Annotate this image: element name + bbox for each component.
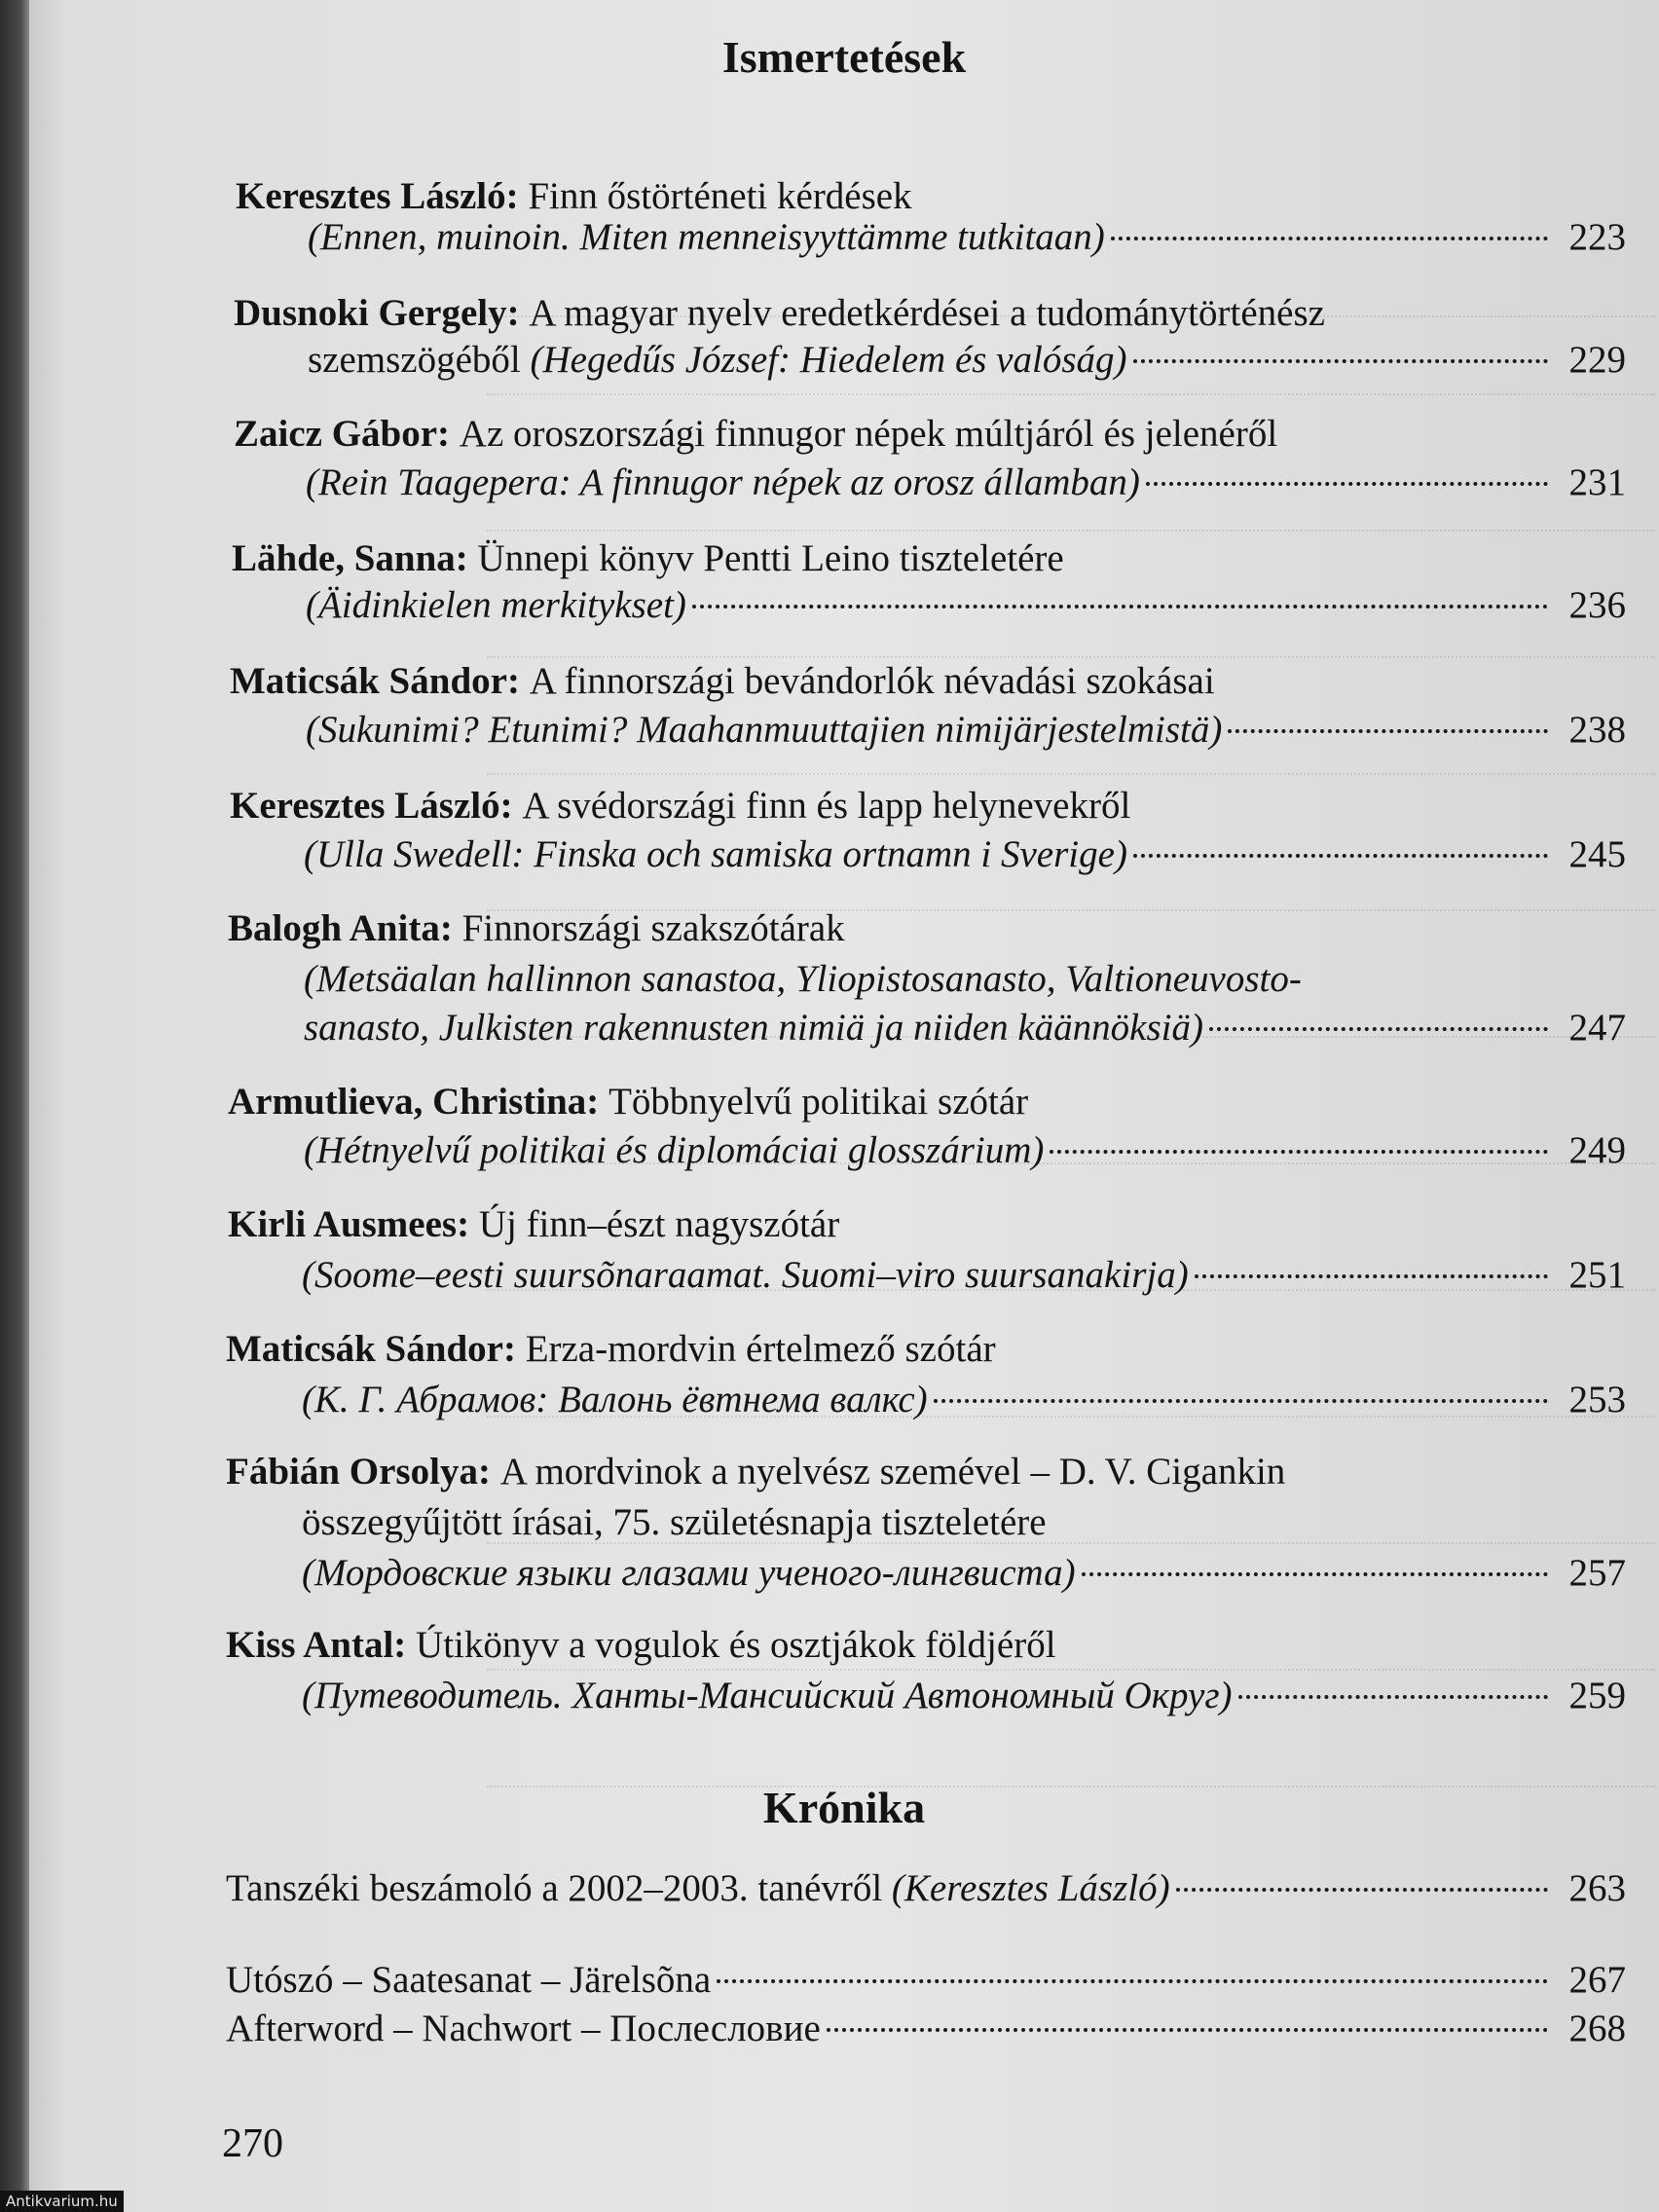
entry-title: Az oroszországi finnugor népek múltjáról és jelenéről bbox=[459, 413, 1278, 455]
toc-entry-heading bbox=[226, 1324, 996, 1375]
section-title-chronicle: Krónika bbox=[762, 1783, 926, 1832]
entry-source: (Metsäalan hallinnon sanastoa, Yliopistosanasto, Valtioneuvosto- bbox=[304, 958, 1302, 1000]
toc-entry-heading bbox=[230, 656, 1215, 707]
dot-leader bbox=[827, 2028, 1548, 2032]
entry-author: Zaicz Gábor: bbox=[234, 413, 451, 455]
toc-entry-source bbox=[306, 705, 1626, 756]
dot-leader bbox=[1082, 1572, 1548, 1576]
toc-entry-source bbox=[302, 1671, 1626, 1721]
entry-author: Kiss Antal: bbox=[226, 1624, 407, 1666]
toc-entry-title-line bbox=[302, 1497, 1047, 1548]
dot-leader bbox=[1133, 359, 1549, 363]
toc-entry-source bbox=[302, 1548, 1626, 1599]
entry-author: Armutlieva, Christina: bbox=[228, 1081, 600, 1123]
entry-source: (Ennen, muinoin. Miten menneisyyttämme tutkitaan) bbox=[308, 216, 1105, 258]
entry-title: A mordvinok a nyelvész szemével – D. V. Cigankin bbox=[499, 1451, 1286, 1493]
toc-entry-source bbox=[304, 1125, 1626, 1176]
entry-page-number[interactable]: 251 bbox=[1568, 1254, 1626, 1296]
toc-entry-heading bbox=[228, 1077, 1028, 1127]
entry-page-number[interactable]: 257 bbox=[1568, 1552, 1626, 1594]
chronicle-author: (Keresztes László) bbox=[891, 1867, 1170, 1909]
toc-entry-heading bbox=[226, 1447, 1285, 1497]
toc-entry-heading bbox=[232, 534, 1064, 584]
toc-entry-source bbox=[308, 212, 1626, 263]
toc-entry-source bbox=[302, 1250, 1626, 1301]
toc-entry-heading bbox=[234, 409, 1277, 460]
dot-leader bbox=[1209, 1027, 1548, 1031]
entry-source: (Hegedűs József: Hiedelem és valóság) bbox=[530, 339, 1127, 381]
toc-entry-heading bbox=[234, 288, 1325, 339]
entry-title: A finnországi bevándorlók névadási szokásai bbox=[529, 660, 1215, 702]
entry-title: Többnyelvű politikai szótár bbox=[608, 1081, 1029, 1123]
toc-entry-source bbox=[304, 830, 1626, 880]
chronicle-text: Tanszéki beszámoló a 2002–2003. tanévről bbox=[226, 1867, 883, 1909]
dot-leader bbox=[1050, 1150, 1548, 1154]
entry-page-number[interactable]: 263 bbox=[1568, 1867, 1626, 1909]
entry-source: (К. Г. Абрамов: Валонь ёвтнема валкс) bbox=[302, 1379, 928, 1420]
watermark: Antikvarium.hu bbox=[0, 2191, 124, 2212]
dot-leader bbox=[717, 1979, 1548, 1983]
entry-author: Kirli Ausmees: bbox=[228, 1203, 470, 1245]
entry-page-number[interactable]: 253 bbox=[1568, 1379, 1626, 1420]
entry-page-number[interactable]: 249 bbox=[1568, 1129, 1626, 1171]
toc-entry-heading bbox=[228, 903, 845, 954]
entry-source: (Rein Taagepera: A finnugor népek az orosz államban) bbox=[306, 461, 1140, 503]
page-number: 270 bbox=[222, 2121, 283, 2166]
entry-title: Finnországi szakszótárak bbox=[461, 907, 845, 949]
entry-source: (Мордовские языки глазами ученого-лингвиста) bbox=[302, 1552, 1076, 1594]
dot-leader bbox=[1228, 729, 1548, 733]
entry-author: Dusnoki Gergely: bbox=[234, 292, 520, 334]
entry-title: Új finn–észt nagyszótár bbox=[478, 1203, 840, 1245]
entry-page-number[interactable]: 259 bbox=[1568, 1675, 1626, 1716]
entry-page-number[interactable]: 267 bbox=[1568, 1959, 1626, 2001]
entry-title-continued: szemszögéből bbox=[308, 339, 521, 381]
toc-entry-source bbox=[306, 580, 1626, 631]
entry-title: A svédországi finn és lapp helynevekről bbox=[522, 785, 1131, 827]
entry-author: Lähde, Sanna: bbox=[232, 537, 468, 579]
dot-leader bbox=[1195, 1274, 1548, 1278]
entry-page-number[interactable]: 238 bbox=[1568, 709, 1626, 751]
toc-entry-source bbox=[302, 1375, 1626, 1425]
afterword-text: Afterword – Nachwort – Послесловие bbox=[226, 2008, 821, 2049]
entry-source: (Путеводитель. Ханты-Мансийский Автономный Округ) bbox=[302, 1675, 1233, 1716]
entry-title: Ünnepi könyv Pentti Leino tiszteletére bbox=[477, 537, 1064, 579]
toc-entry-heading bbox=[228, 1199, 839, 1250]
toc-chronicle-entry bbox=[226, 1863, 1626, 1914]
dot-leader bbox=[1146, 482, 1548, 486]
entry-author: Maticsák Sándor: bbox=[230, 660, 520, 702]
entry-source: sanasto, Julkisten rakennusten nimiä ja niiden käännöksiä) bbox=[304, 1007, 1203, 1049]
toc-entry-source bbox=[304, 1003, 1626, 1053]
entry-page-number[interactable]: 223 bbox=[1568, 216, 1626, 258]
entry-title-continued: összegyűjtött írásai, 75. születésnapja tiszteletére bbox=[302, 1501, 1047, 1543]
entry-title: Finn őstörténeti kérdések bbox=[528, 175, 912, 217]
dot-leader bbox=[1176, 1888, 1548, 1892]
entry-source: (Ulla Swedell: Finska och samiska ortnamn i Sverige) bbox=[304, 833, 1127, 875]
entry-page-number[interactable]: 247 bbox=[1568, 1007, 1626, 1049]
entry-author: Maticsák Sándor: bbox=[226, 1328, 516, 1370]
toc-entry-heading bbox=[230, 781, 1130, 831]
dot-leader bbox=[1133, 854, 1548, 858]
toc-afterword-entry bbox=[226, 1955, 1626, 2006]
entry-title: A magyar nyelv eredetkérdései a tudománytörténész bbox=[529, 292, 1325, 334]
entry-author: Keresztes László: bbox=[230, 785, 513, 827]
entry-source: (Soome–eesti suursõnaraamat. Suomi–viro suursanakirja) bbox=[302, 1254, 1189, 1296]
entry-page-number[interactable]: 268 bbox=[1568, 2008, 1626, 2049]
entry-author: Fábián Orsolya: bbox=[226, 1451, 491, 1493]
toc-afterword-entry bbox=[226, 2004, 1626, 2054]
entry-page-number[interactable]: 245 bbox=[1568, 833, 1626, 875]
toc-entry-source bbox=[308, 335, 1626, 386]
entry-source: (Sukunimi? Etunimi? Maahanmuuttajien nimijärjestelmistä) bbox=[306, 709, 1223, 751]
entry-author: Balogh Anita: bbox=[228, 907, 453, 949]
entry-page-number[interactable]: 231 bbox=[1568, 461, 1626, 503]
toc-entry-source-line bbox=[304, 954, 1302, 1005]
section-title-reviews: Ismertetések bbox=[721, 32, 967, 82]
entry-page-number[interactable]: 236 bbox=[1568, 584, 1626, 626]
book-spine bbox=[0, 0, 29, 2212]
toc-entry-heading bbox=[226, 1620, 1056, 1671]
entry-title: Útikönyv a vogulok és osztjákok földjéről bbox=[416, 1624, 1056, 1666]
dot-leader bbox=[1111, 237, 1548, 240]
entry-source: (Äidinkielen merkitykset) bbox=[306, 584, 686, 626]
dot-leader bbox=[1238, 1695, 1548, 1699]
entry-source: (Hétnyelvű politikai és diplomáciai glosszárium) bbox=[304, 1129, 1045, 1171]
toc-entry-source bbox=[306, 458, 1626, 508]
entry-author: Keresztes László: bbox=[236, 175, 519, 217]
entry-title: Erza-mordvin értelmező szótár bbox=[525, 1328, 996, 1370]
afterword-text: Utószó – Saatesanat – Järelsõna bbox=[226, 1959, 712, 2001]
dot-leader bbox=[692, 605, 1548, 608]
entry-page-number[interactable]: 229 bbox=[1568, 339, 1626, 381]
dot-leader bbox=[934, 1399, 1548, 1403]
